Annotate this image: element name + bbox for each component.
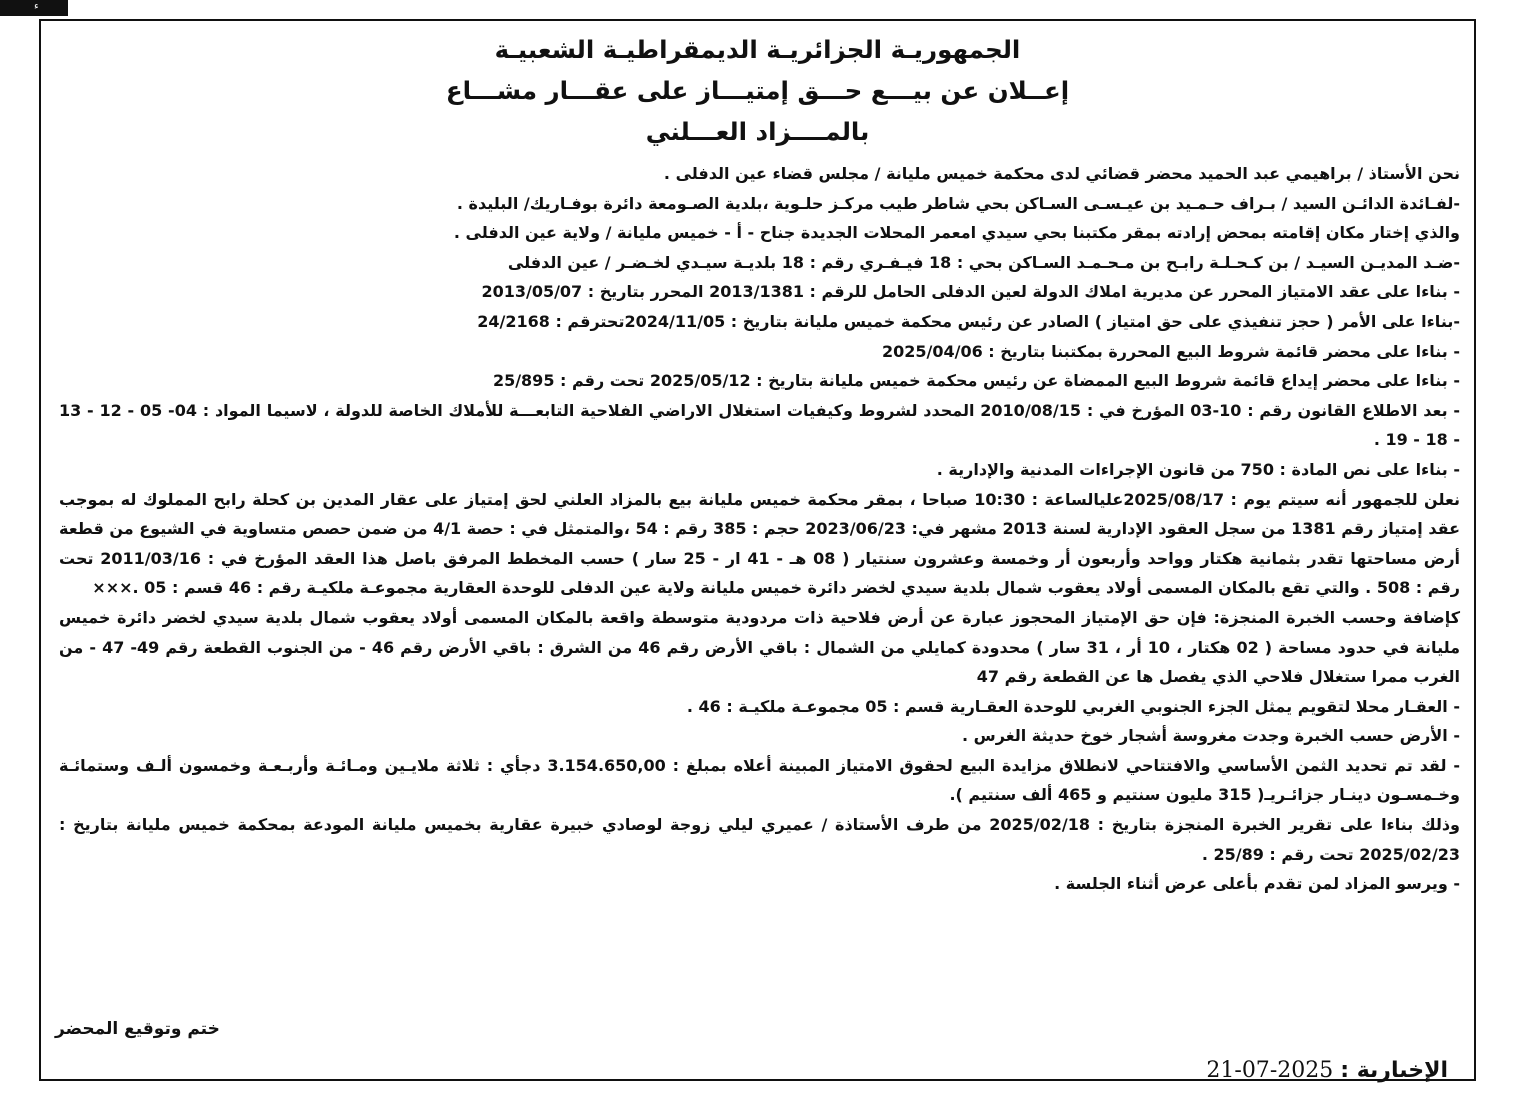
paragraph-base-price: - لقد تم تحديد الثمن الأساسي والافتتاحي لانطلاق مزايدة البيع لحقوق الامتياز المبينة أعلاه بمبلغ : 3.154.650,00 دجأي : ثلاثة ملايـين ومـائـة وأربـعـة وخمسون ألـف وستمائـة وخـمسـون دينـار جزائـريـ( 315 مليون سنتيم و 465 ألف سنتيم ). (59, 755, 1460, 805)
announcement-header (47, 29, 1468, 152)
announcement-footer (47, 1019, 1468, 1083)
announcement-content (47, 29, 1468, 1083)
paragraph-conditions-list: - بناءا على محضر قائمة شروط البيع المحررة بمكتبنا بتاريخ : 2025/04/06 (881, 341, 1460, 361)
announcement-body (47, 159, 1468, 899)
paragraph-bailiff: نحن الأستاذ / براهيمي عبد الحميد محضر قضائي لدى محكمة خميس مليانة / مجلس قضاء عين الدفلى . (663, 164, 1460, 183)
paragraph-expertise: كإضافة وحسب الخبرة المنجزة: فإن حق الإمتياز المحجوز عبارة عن أرض فلاحية ذات مردودية متوسطة واقعة بالمكان المسمى أولاد يعقوب شمال بلدية سيدي لخضر دائرة خميس مليانة في حدود مساحة ( 02 هكتار ، 10 أر ، 31 سار ) محدودة كمايلي من الشمال : باقي الأرض رقم 46 من الشرق : باقي الأرض رقم 46 - من الجنوب القطعة رقم 49- 47 - من الغرب ممرا ستغلال فلاحي الذي يفصل ها عن القطعة رقم 47 (59, 607, 1461, 687)
paragraph-land-trees: - الأرض حسب الخبرة وجدت مغروسة أشجار خوخ حديثة الغرس . (962, 726, 1460, 746)
republic-title: الجمهوريـة الجزائريـة الديمقراطيـة الشعبيـة (494, 35, 1021, 64)
corner-mark: ء (34, 1, 39, 12)
paragraph-expert-report: وذلك بناءا على تقرير الخبرة المنجزة بتاريخ : 2025/02/18 من طرف الأستاذة / عميري ليلي زوجة لوصادي خبيرة عقارية بخميس مليانة المودعة بمحكمة خميس مليانة بتاريخ : 2025/02/23 تحت رقم : 25/89 . (59, 815, 1461, 864)
paragraph-conditions-deposit: - بناءا على محضر إيداع قائمة شروط البيع الممضاة عن رئيس محكمة خميس مليانة بتاريخ : 2025/05/12 تحت رقم : 25/895 (492, 371, 1460, 391)
paragraph-debtor: -ضـد المديـن السيـد / بن كـحـلـة رابـح بن مـحـمـد السـاكن بحي : 18 فيـفـري رقم : 18 بلديـة سيـدي لخـضـر / عين الدفلى (507, 252, 1460, 272)
paragraph-seizure-order: -بناءا على الأمر ( حجز تنفيذي على حق امتياز ) الصادر عن رئيس محكمة خميس مليانة بتاريخ : 2024/11/05تحترقم : 24/2168 (477, 311, 1460, 331)
corner-tab (0, 0, 68, 16)
stamp-signature-label: ختم وتوقيع المحضر (55, 1019, 220, 1039)
paragraph-creditor: -لفـائدة الدائـن السيد / بـراف حـمـيد بن عيـسـى السـاكن بحي شاطر طيب مركـز حلـوية ،بلدية الصـومعة دائرة بوفـاريك/ البليدة . (456, 193, 1460, 213)
paragraph-law-reference: - بعد الاطلاع القانون رقم : 10-03 المؤرخ في : 2010/08/15 المحدد لشروط وكيفيات استغلال الاراضي الفلاحية التابعـــة للأملاك الخاصة للدولة ، لاسيما المواد : 04- 05 - 12 - 13 - 18 - 19 . (59, 400, 1461, 450)
akhbar-line (1206, 1058, 1448, 1083)
paragraph-concession-contract: - بناءا على عقد الامتياز المحرر عن مديرية املاك الدولة لعين الدفلى الحامل للرقم : 2013/1381 المحرر بتاريخ : 2013/05/07 (481, 282, 1460, 302)
paragraph-article-750: - بناءا على نص المادة : 750 من قانون الإجراءات المدنية والإدارية . (936, 459, 1460, 479)
paragraph-domicile: والذي إختار مكان إقامته بمحض إرادته بمقر مكتبنا بحي سيدي امعمر المحلات الجديدة جناح - أ - خميس مليانة / ولاية عين الدفلى . (453, 223, 1460, 243)
paragraph-highest-bid: - ويرسو المزاد لمن تقدم بأعلى عرض أثناء الجلسة . (1054, 874, 1460, 894)
akhbar-date: 2025-07-21 (1206, 1058, 1334, 1083)
announcement-subtitle: بالمــــزاد العـــلني (645, 117, 870, 146)
akhbar-label: الإخبارية : (1340, 1058, 1448, 1083)
paragraph-sale-announcement: نعلن للجمهور أنه سيتم يوم : 2025/08/17عليالساعة : 10:30 صباحا ، بمقر محكمة خميس مليانة بيع بالمزاد العلني لحق إمتياز على عقار المدين بن كحلة رابح المملوك له بموجب عقد إمتياز رقم 1381 من سجل العقود الإدارية لسنة 2013 مشهر في: 2023/06/23 حجم : 385 رقم : 54 ،والمتمثل في : حصة 4/1 من ضمن حصص متساوية في الشيوع من قطعة أرض مساحتها تقدر بثمانية هكتار وواحد وأربعون أر وخمسة وعشرون سنتيار ( 08 هـ - 41 ار - 25 سار ) حسب المخطط المرفق باصل هذا العقد المؤرخ في : 2011/03/16 تحت رقم : 508 . والتي تقع بالمكان المسمى أولاد يعقوب شمال بلدية سيدي لخضر دائرة خميس مليانة ولاية عين الدفلى للوحدة العقارية مجموعـة ملكيـة رقم : 46 قسم : 05 .××× (59, 489, 1461, 598)
announcement-frame (39, 19, 1476, 1081)
paragraph-property-location: - العقـار محلا لتقويم يمثل الجزء الجنوبي الغربي للوحدة العقـارية قسم : 05 مجموعـة ملكيـة : 46 . (686, 696, 1460, 716)
announcement-title: إعــلان عن بيـــع حـــق إمتيـــاز على عقـــار مشـــاع (445, 76, 1070, 105)
